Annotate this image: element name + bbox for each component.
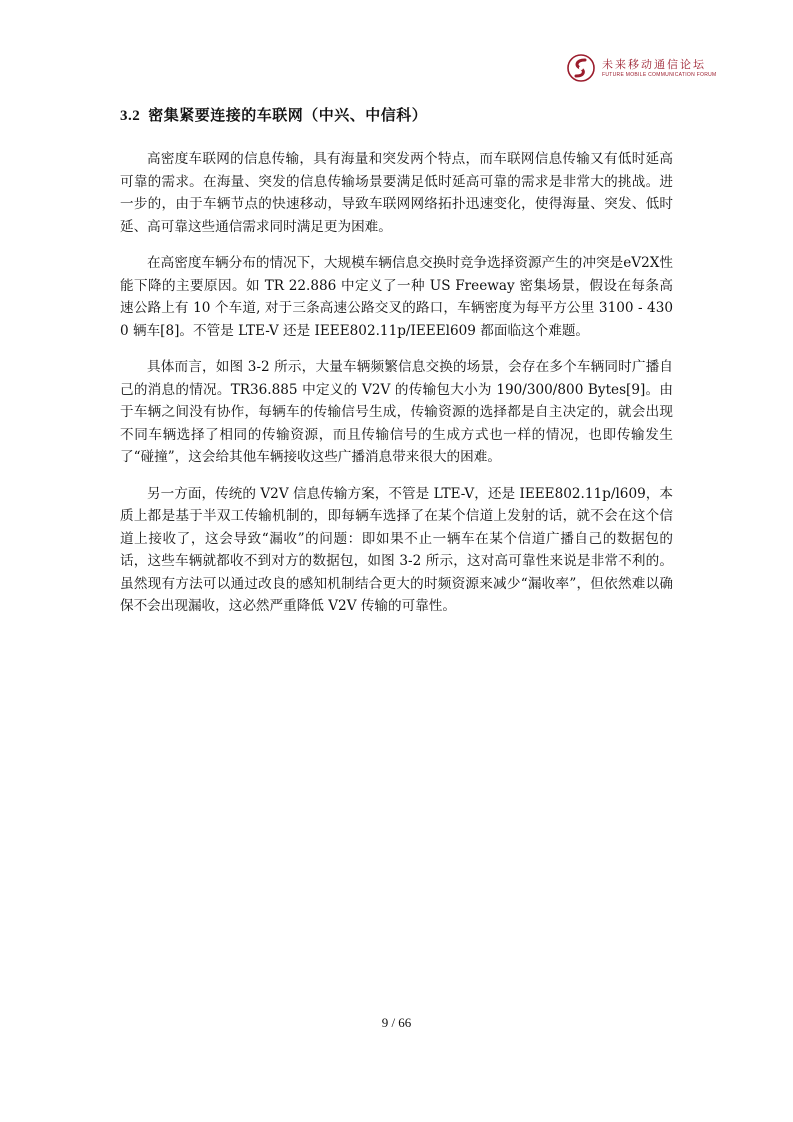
logo-english-name: FUTURE MOBILE COMMUNICATION FORUM [602, 71, 717, 78]
body-text [120, 148, 673, 632]
page-number: 9 / 66 [381, 1015, 412, 1030]
paragraph-4: 另一方面，传统的 V2V 信息传输方案，不管是 LTE-V，还是 IEEE802.11p/l609，本质上都是基于半双工传输机制的，即每辆车选择了在某个信道上发射的话，就不会在这个信道上接收了，这会导致“漏收”的问题：即如果不止一辆车在某个信道广播自己的数据包的话，这些车辆就都收不到对方的数据包，如图 3-2 所示，这对高可靠性来说是非常不利的。虽然现有方法可以通过改良的感知机制结合更大的时频资源来减少“漏收率”，但依然难以确保不会出现漏收，这必然严重降低 V2V 传输的可靠性。 [120, 485, 673, 614]
paragraph-3: 具体而言，如图 3-2 所示，大量车辆频繁信息交换的场景，会存在多个车辆同时广播自己的消息的情况。TR36.885 中定义的 V2V 的传输包大小为 190/300/800 Bytes[9]。由于车辆之间没有协作，每辆车的传输信号生成，传输资源的选择都是自主决定的，就会出现不同车辆选择了相同的传输资源，而且传输信号的生成方式也一样的情况，也即传输发生了“碰撞”，这会给其他车辆接收这些广播消息带来很大的困难。 [120, 359, 673, 465]
logo-chinese-name: 未来移动通信论坛 [602, 57, 706, 71]
section-number: 3.2 [120, 108, 141, 124]
logo-text [602, 59, 717, 78]
header-logo [566, 50, 726, 86]
paragraph-1: 高密度车联网的信息传输，具有海量和突发两个特点，而车联网信息传输又有低时延高可靠的需求。在海量、突发的信息传输场景要满足低时延高可靠的需求是非常大的挑战。进一步的，由于车辆节点的快速移动，导致车联网网络拓扑迅速变化，使得海量、突发、低时延、高可靠这些通信需求同时满足更为困难。 [120, 151, 673, 235]
paragraph-2: 在高密度车辆分布的情况下，大规模车辆信息交换时竞争选择资源产生的冲突是eV2X性能下降的主要原因。如 TR 22.886 中定义了一种 US Freeway 密集场景，假设在每条高速公路上有 10 个车道, 对于三条高速公路交叉的路口，车辆密度为每平方公里 3100 - 4300 辆车[8]。不管是 LTE-V 还是 IEEE802.11p/IEEEl609 都面临这个难题。 [120, 255, 673, 339]
fumf-logo-icon [566, 53, 596, 83]
section-title-text: 密集紧要连接的车联网（中兴、中信科） [148, 106, 428, 124]
section-title [120, 104, 427, 125]
